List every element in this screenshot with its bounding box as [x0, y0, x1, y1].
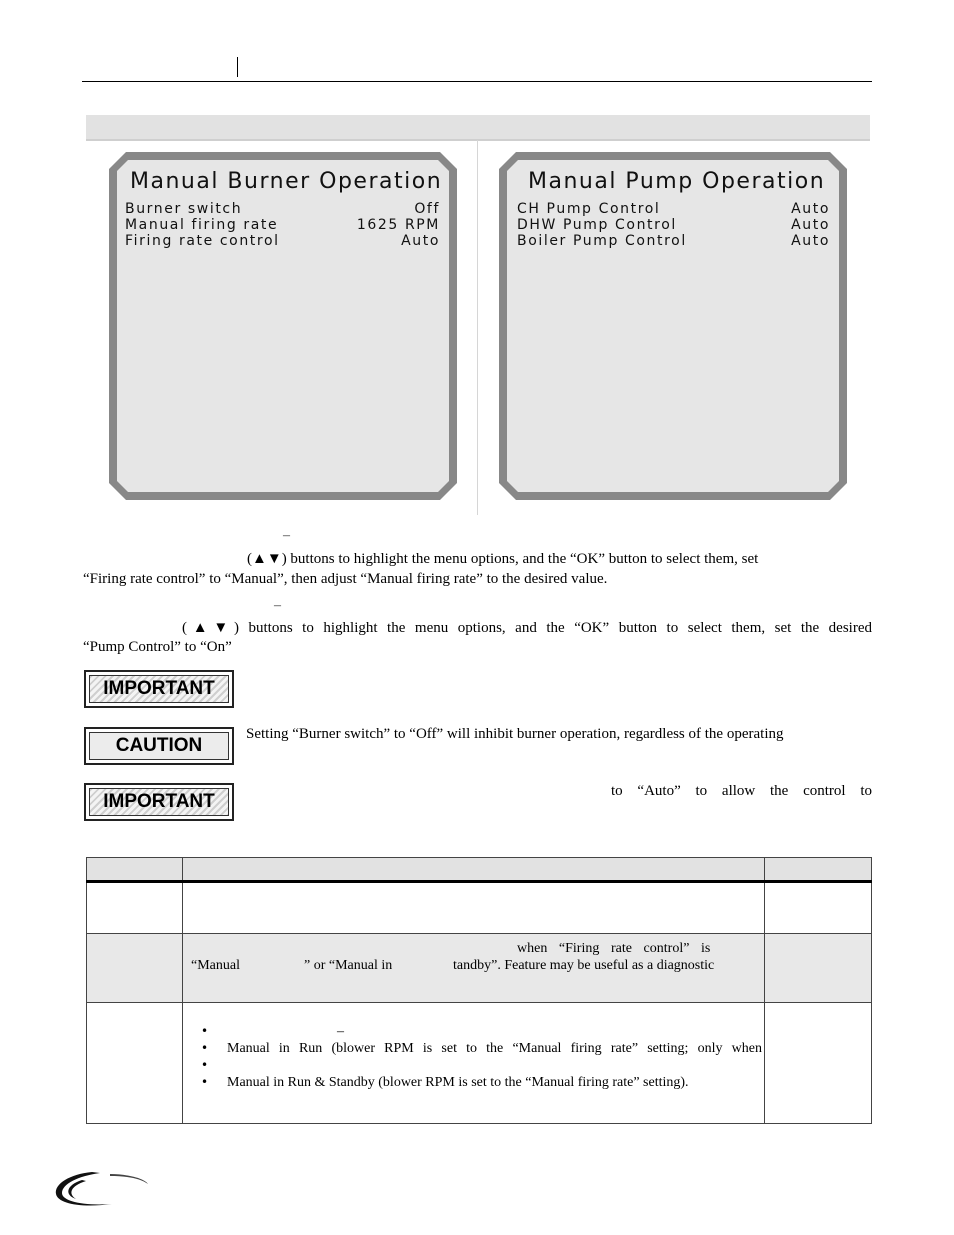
word: to — [695, 783, 708, 799]
word: RPM — [384, 1041, 414, 1056]
row2-line-1 — [517, 940, 756, 957]
word: (blower — [331, 1041, 376, 1056]
text-fragment: ” or “Manual in — [304, 958, 393, 973]
header-rule — [82, 81, 872, 82]
setting-value: Off — [414, 201, 440, 217]
setting-label: Boiler Pump Control — [517, 233, 687, 249]
word: to — [611, 783, 623, 799]
table-row — [87, 1003, 872, 1124]
pump-settings-list — [517, 201, 830, 249]
word: the — [770, 783, 789, 799]
important-badge — [84, 783, 234, 821]
word: only — [697, 1041, 723, 1056]
word: “Firing — [558, 941, 600, 956]
table-cell-description — [183, 1003, 765, 1124]
burner-screen — [108, 151, 458, 501]
word: in — [278, 1041, 290, 1056]
row2-line-2 — [191, 957, 756, 974]
important-badge — [84, 670, 234, 708]
setting-label: Firing rate control — [125, 233, 280, 249]
table-cell — [183, 882, 765, 934]
word: rate — [610, 941, 632, 956]
table-header-row — [87, 858, 872, 882]
setting-value: Auto — [401, 233, 440, 249]
word: “Manual — [512, 1041, 562, 1056]
setting-value: 1625 RPM — [356, 217, 440, 233]
word: to — [466, 1041, 478, 1056]
word: is — [422, 1041, 433, 1056]
table-cell-description — [183, 934, 765, 1003]
word: allow — [721, 783, 756, 799]
setting-value: Auto — [791, 217, 830, 233]
brand-logo-swoosh — [52, 1168, 152, 1208]
list-item — [201, 1023, 756, 1040]
table-cell — [87, 882, 183, 934]
dash-mark: • – — [337, 1024, 344, 1039]
caution-badge-label: CAUTION — [89, 732, 229, 760]
table-cell — [765, 934, 872, 1003]
list-item — [201, 1074, 756, 1091]
table-row — [87, 934, 872, 1003]
important-badge-label: IMPORTANT — [89, 788, 229, 816]
firing-rate-options-list — [191, 1023, 762, 1091]
pump-instructions-line-2: “Pump Control” to “On” — [83, 639, 232, 655]
word: setting; — [647, 1041, 689, 1056]
caution-text: Setting “Burner switch” to “Off” will inhibit burner operation, regardless of the operating — [246, 726, 784, 742]
word: to — [860, 783, 872, 799]
word: Run — [298, 1041, 323, 1056]
text-fragment: tandby”. Feature may be useful as a diagnostic — [453, 958, 715, 973]
menu-item-ch-pump-control[interactable] — [517, 201, 830, 217]
word: rate” — [610, 1041, 639, 1056]
setting-label: Burner switch — [125, 201, 243, 217]
list-spacer — [201, 1057, 756, 1074]
table-header-cell — [183, 858, 765, 882]
setting-value: Auto — [791, 201, 830, 217]
menu-item-burner-switch[interactable] — [125, 201, 440, 217]
important-badge-label: IMPORTANT — [89, 675, 229, 703]
menu-item-firing-rate-control[interactable] — [125, 233, 440, 249]
important-note-text — [611, 781, 872, 801]
setting-label: DHW Pump Control — [517, 217, 677, 233]
setting-value: Auto — [791, 233, 830, 249]
caution-badge — [84, 727, 234, 765]
table-header-cell — [87, 858, 183, 882]
word: • Manual — [227, 1041, 270, 1056]
word: is — [701, 941, 711, 956]
pump-instructions-line-1 — [182, 618, 872, 638]
header-separator-tick — [237, 57, 238, 77]
setting-label: CH Pump Control — [517, 201, 661, 217]
pump-screen — [498, 151, 848, 501]
pump-screen-title: Manual Pump Operation — [528, 169, 826, 194]
panel-divider — [477, 140, 478, 515]
dash-mark: – — [283, 528, 290, 543]
menu-item-dhw-pump-control[interactable] — [517, 217, 830, 233]
text-fragment: “Manual — [191, 958, 240, 973]
burner-settings-list — [125, 201, 440, 249]
pump-instructions-text: (▲▼) buttons to highlight the menu options, and the “OK” button to select them, set the desired — [182, 620, 872, 636]
word: control” — [643, 941, 690, 956]
table-row — [87, 882, 872, 934]
word: firing — [570, 1041, 602, 1056]
table-cell — [765, 1003, 872, 1124]
menu-item-boiler-pump-control[interactable] — [517, 233, 830, 249]
menu-item-manual-firing-rate[interactable] — [125, 217, 440, 233]
word: “Auto” — [637, 783, 681, 799]
word: the — [486, 1041, 504, 1056]
table-cell — [87, 1003, 183, 1124]
table-cell — [765, 882, 872, 934]
section-heading-bar — [86, 115, 870, 141]
table-cell — [87, 934, 183, 1003]
burner-instructions-line-2: “Firing rate control” to “Manual”, then adjust “Manual firing rate” to the desired value. — [83, 571, 608, 587]
word: when — [517, 941, 548, 956]
setting-label: Manual firing rate — [125, 217, 279, 233]
dash-mark: – — [274, 598, 281, 613]
burner-screen-title: Manual Burner Operation — [130, 169, 443, 194]
option-text: Manual in Run & Standby (blower RPM is set to the “Manual firing rate” setting). — [227, 1075, 689, 1090]
word: control — [803, 783, 846, 799]
word: when — [731, 1041, 762, 1056]
list-item — [201, 1040, 762, 1057]
settings-table — [86, 857, 872, 1124]
word: set — [441, 1041, 457, 1056]
burner-instructions-line-1: (▲▼) buttons to highlight the menu options, and the “OK” button to select them, set — [247, 551, 759, 567]
table-header-cell — [765, 858, 872, 882]
